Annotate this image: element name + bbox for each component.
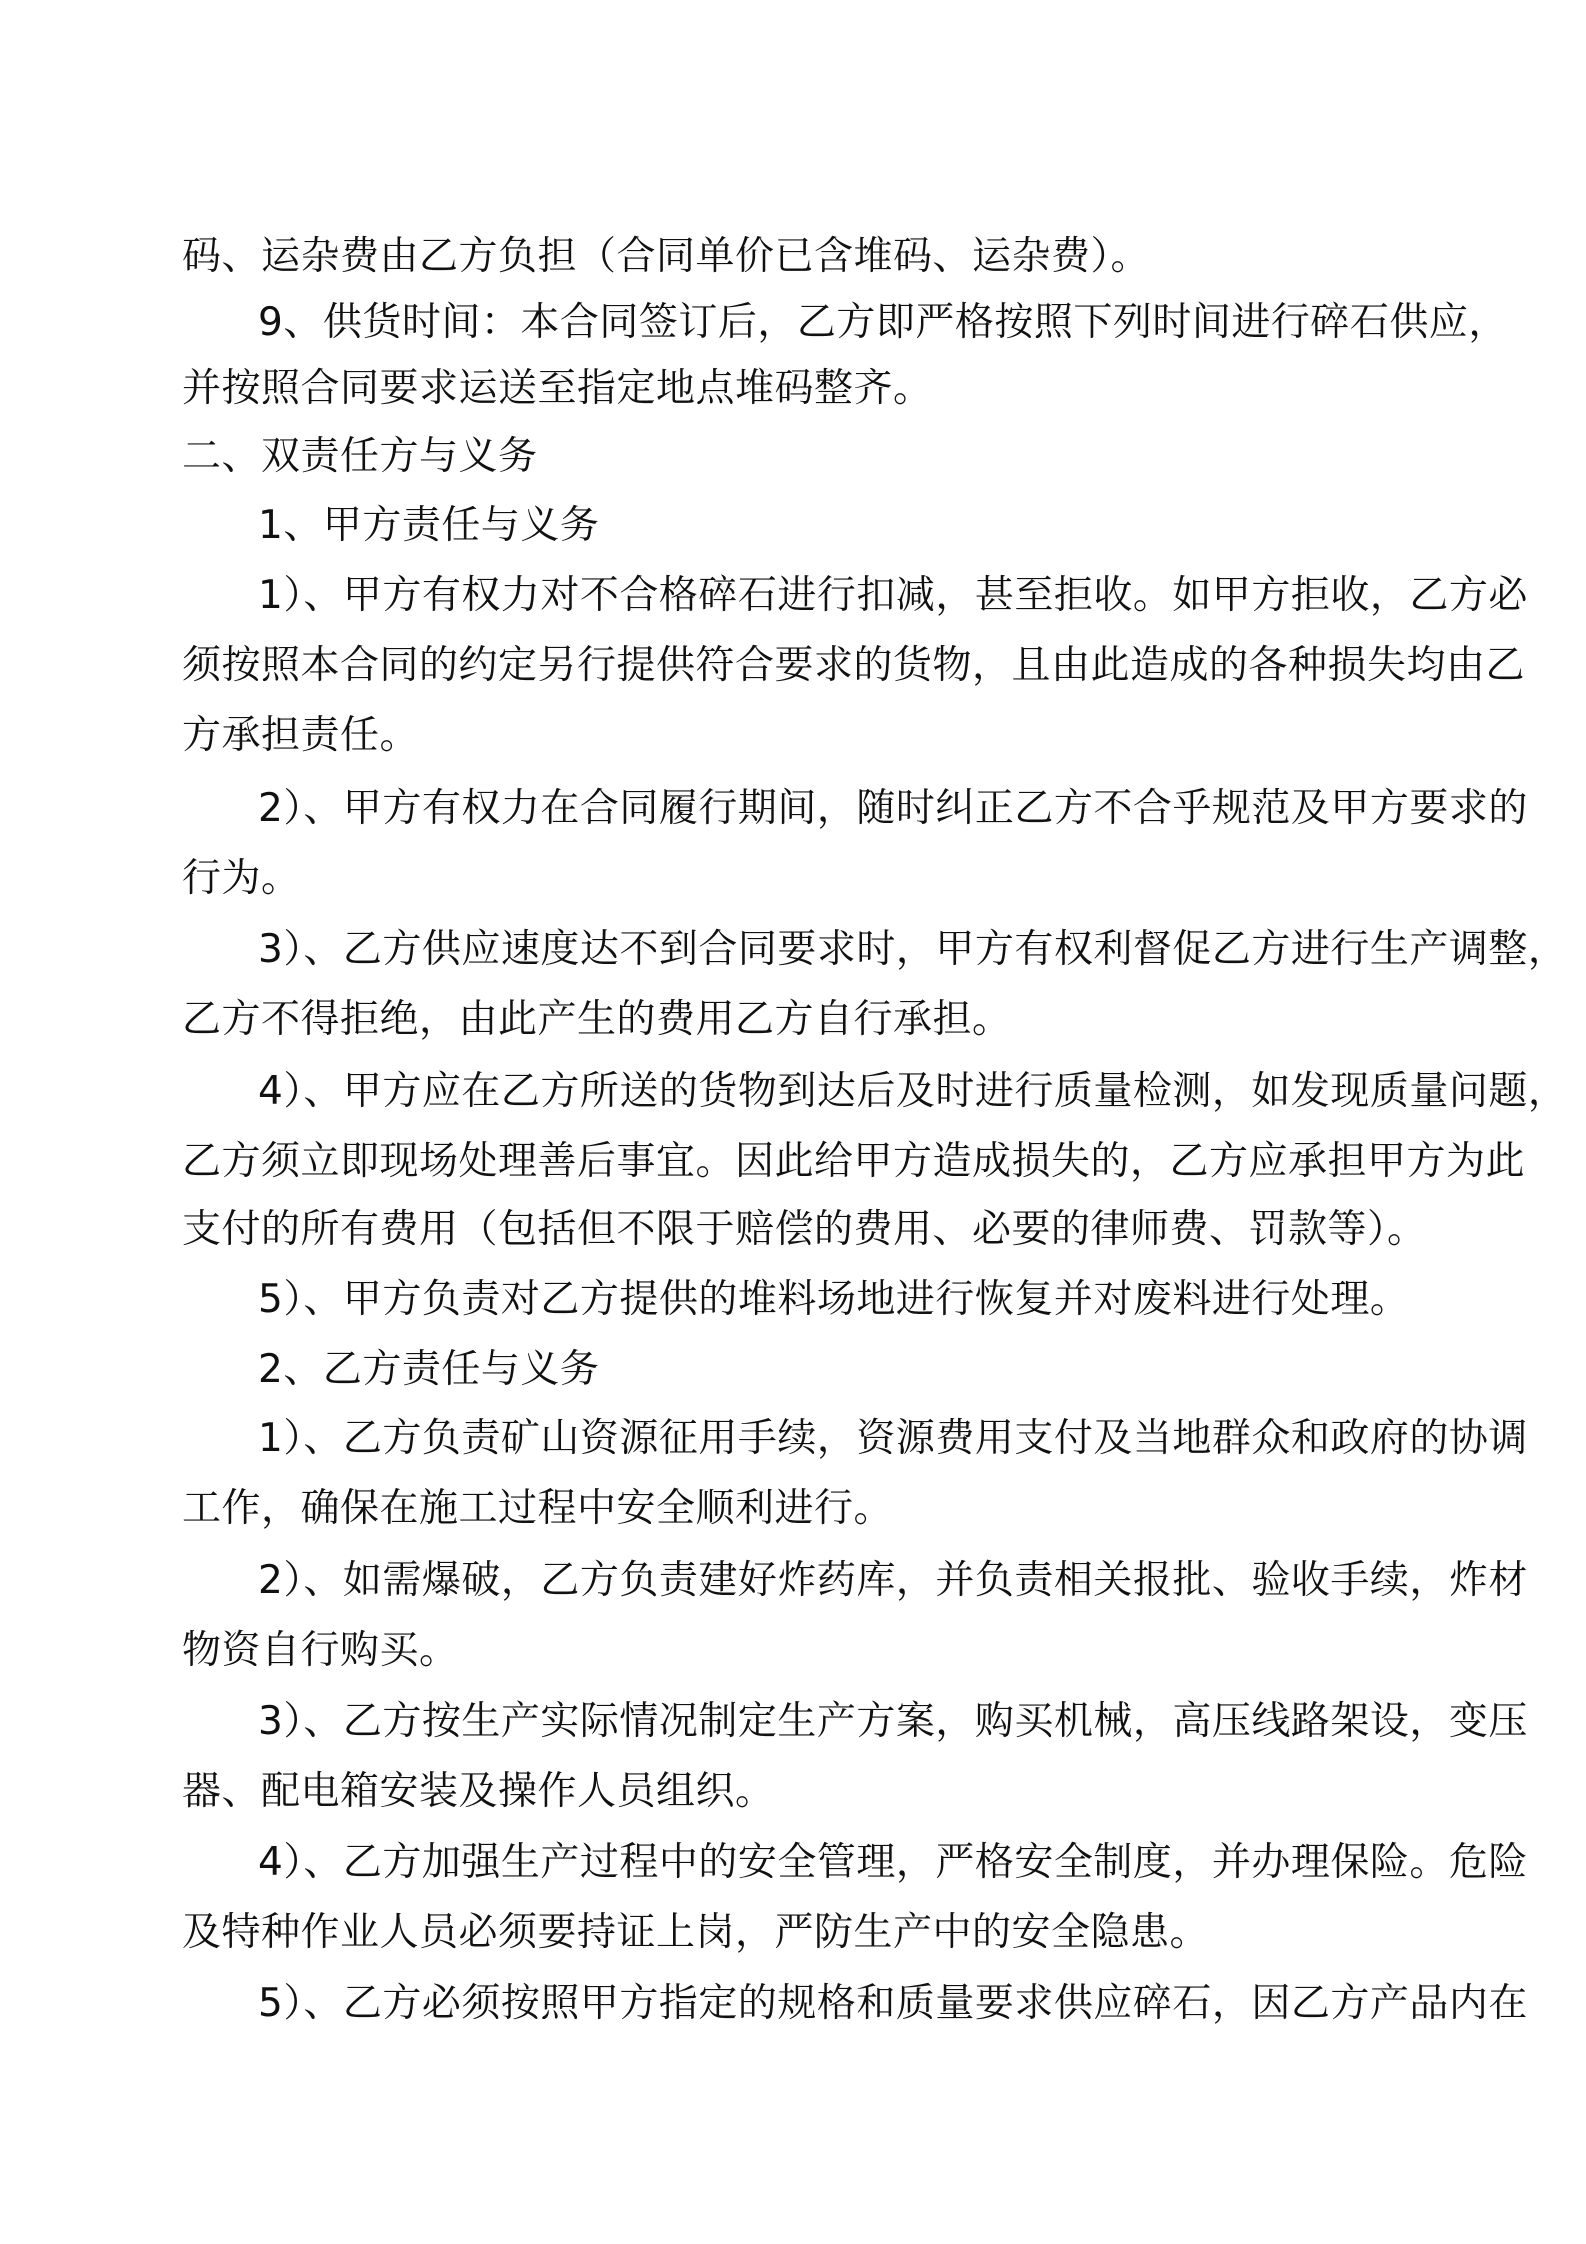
text-line: 1）、甲方有权力对不合格碎石进行扣减，甚至拒收。如甲方拒收，乙方必 [258,573,1528,618]
text-line: 5）、甲方负责对乙方提供的堆料场地进行恢复并对废料进行处理。 [258,1277,1410,1322]
text-line: 方承担责任。 [182,713,420,758]
text-line: 支付的所有费用（包括但不限于赔偿的费用、必要的律师费、罚款等）。 [182,1207,1427,1252]
text-line: 工作，确保在施工过程中安全顺利进行。 [182,1486,894,1531]
subsection-heading: 1、甲方责任与义务 [258,503,600,548]
text-line: 2）、甲方有权力在合同履行期间，随时纠正乙方不合乎规范及甲方要求的 [258,786,1528,831]
text-line: 须按照本合同的约定另行提供符合要求的货物，且由此造成的各种损失均由乙 [182,643,1526,688]
text-line: 4）、乙方加强生产过程中的安全管理，严格安全制度，并办理保险。危险 [258,1840,1528,1885]
text-line: 并按照合同要求运送至指定地点堆码整齐。 [182,366,933,411]
text-line: 行为。 [182,856,301,901]
section-heading: 二、双责任方与义务 [182,434,538,479]
text-line: 乙方须立即现场处理善后事宜。因此给甲方造成损失的，乙方应承担甲方为此 [182,1139,1526,1184]
text-line: 4）、甲方应在乙方所送的货物到达后及时进行质量检测，如发现质量问题， [258,1069,1568,1114]
text-line: 器、配电箱安装及操作人员组织。 [182,1769,775,1814]
text-line: 码、运杂费由乙方负担（合同单价已含堆码、运杂费）。 [182,234,1151,279]
text-line: 及特种作业人员必须要持证上岗，严防生产中的安全隐患。 [182,1910,1210,1955]
text-line: 乙方不得拒绝，由此产生的费用乙方自行承担。 [182,997,1012,1042]
text-line: 9、供货时间：本合同签订后，乙方即严格按照下列时间进行碎石供应， [258,300,1508,345]
text-line: 2）、如需爆破，乙方负责建好炸药库，并负责相关报批、验收手续，炸材 [258,1558,1528,1603]
text-line: 5）、乙方必须按照甲方指定的规格和质量要求供应碎石，因乙方产品内在 [258,1981,1528,2026]
subsection-heading: 2、乙方责任与义务 [258,1347,600,1392]
text-line: 3）、乙方按生产实际情况制定生产方案，购买机械，高压线路架设，变压 [258,1699,1528,1744]
text-line: 物资自行购买。 [182,1628,459,1673]
text-line: 1）、乙方负责矿山资源征用手续，资源费用支付及当地群众和政府的协调 [258,1416,1528,1461]
text-line: 3）、乙方供应速度达不到合同要求时，甲方有权利督促乙方进行生产调整， [258,927,1568,972]
